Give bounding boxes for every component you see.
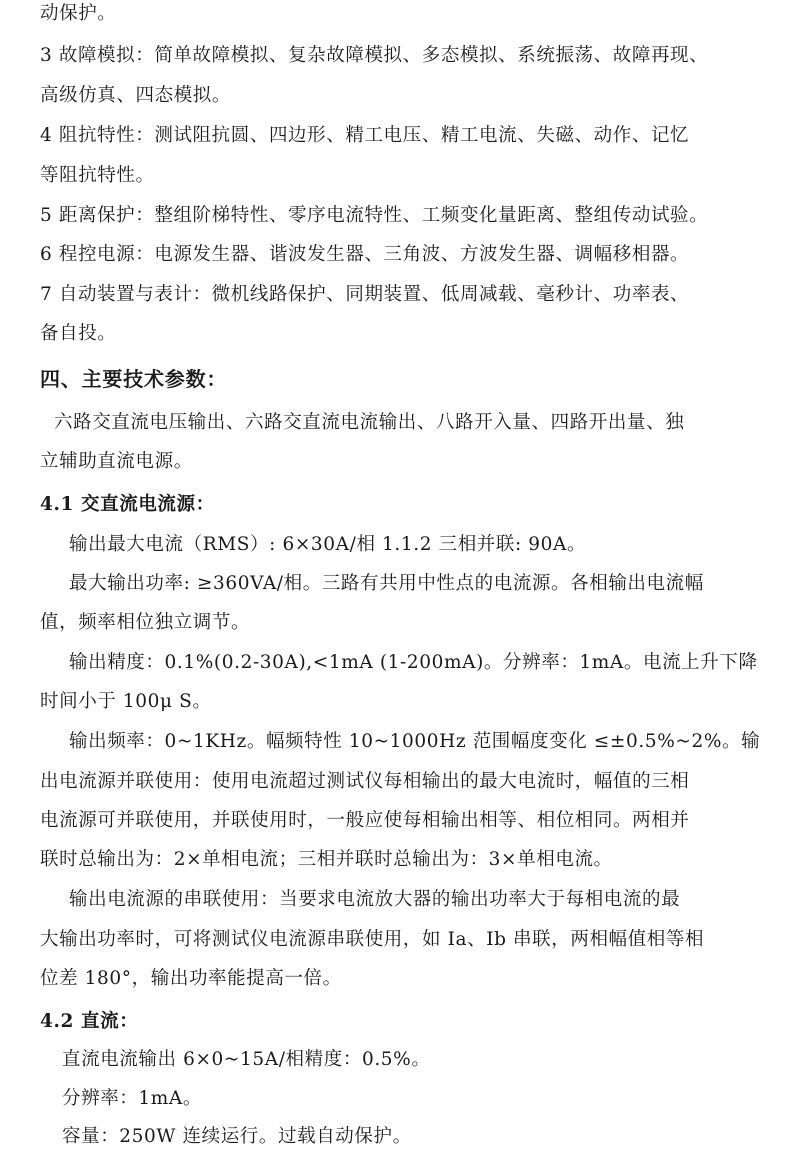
text-line: 分辨率：1mA。	[62, 1088, 202, 1109]
text-line: 输出电流源的串联使用：当要求电流放大器的输出功率大于每相电流的最	[69, 889, 681, 910]
text-line: 时间小于 100μ S。	[40, 691, 212, 712]
text-line: 5 距离保护：整组阶梯特性、零序电流特性、工频变化量距离、整组传动试验。	[40, 205, 709, 226]
text-line: 输出精度：0.1%(0.2-30A),<1mA (1-200mA)。分辨率：1mA。电流上升下降	[69, 652, 758, 673]
text-line: 动保护。	[40, 3, 117, 24]
text-line: 出电流源并联使用：使用电流超过测试仪每相输出的最大电流时，幅值的三相	[40, 771, 690, 792]
text-line: 直流电流输出 6×0~15A/相精度：0.5%。	[62, 1049, 431, 1070]
subsection-heading: 4.1 交直流电流源：	[40, 494, 215, 515]
text-line: 立辅助直流电源。	[40, 451, 193, 472]
text-line: 六路交直流电压输出、六路交直流电流输出、八路开入量、四路开出量、独	[54, 412, 685, 433]
text-line: 输出最大电流（RMS）: 6×30A/相 1.1.2 三相并联: 90A。	[69, 534, 587, 555]
text-line: 高级仿真、四态模拟。	[40, 85, 232, 106]
text-line: 3 故障模拟：简单故障模拟、复杂故障模拟、多态模拟、系统振荡、故障再现、	[40, 45, 709, 66]
text-line: 容量：250W 连续运行。过载自动保护。	[62, 1126, 412, 1147]
text-line: 备自投。	[40, 323, 117, 344]
text-line: 值，频率相位独立调节。	[40, 612, 251, 633]
text-line: 7 自动装置与表计：微机线路保护、同期装置、低周减载、毫秒计、功率表、	[40, 284, 690, 305]
text-line: 位差 180°，输出功率能提高一倍。	[40, 968, 342, 989]
section-heading: 四、主要技术参数：	[40, 367, 228, 391]
text-line: 最大输出功率: ≥360VA/相。三路有共用中性点的电流源。各相输出电流幅	[69, 573, 704, 594]
text-line: 输出频率：0~1KHz。幅频特性 10~1000Hz 范围幅度变化 ≤±0.5%~2%。输	[69, 731, 761, 752]
text-line: 联时总输出为：2×单相电流；三相并联时总输出为：3×单相电流。	[40, 849, 613, 870]
subsection-heading: 4.2 直流：	[40, 1011, 139, 1032]
text-line: 6 程控电源：电源发生器、谐波发生器、三角波、方波发生器、调幅移相器。	[40, 244, 690, 265]
text-line: 4 阻抗特性：测试阻抗圆、四边形、精工电压、精工电流、失磁、动作、记忆	[40, 125, 690, 146]
text-line: 等阻抗特性。	[40, 165, 155, 186]
text-line: 大输出功率时，可将测试仪电流源串联使用，如 Ia、Ib 串联，两相幅值相等相	[40, 929, 705, 950]
text-line: 电流源可并联使用，并联使用时，一般应使每相输出相等、相位相同。两相并	[40, 810, 690, 831]
